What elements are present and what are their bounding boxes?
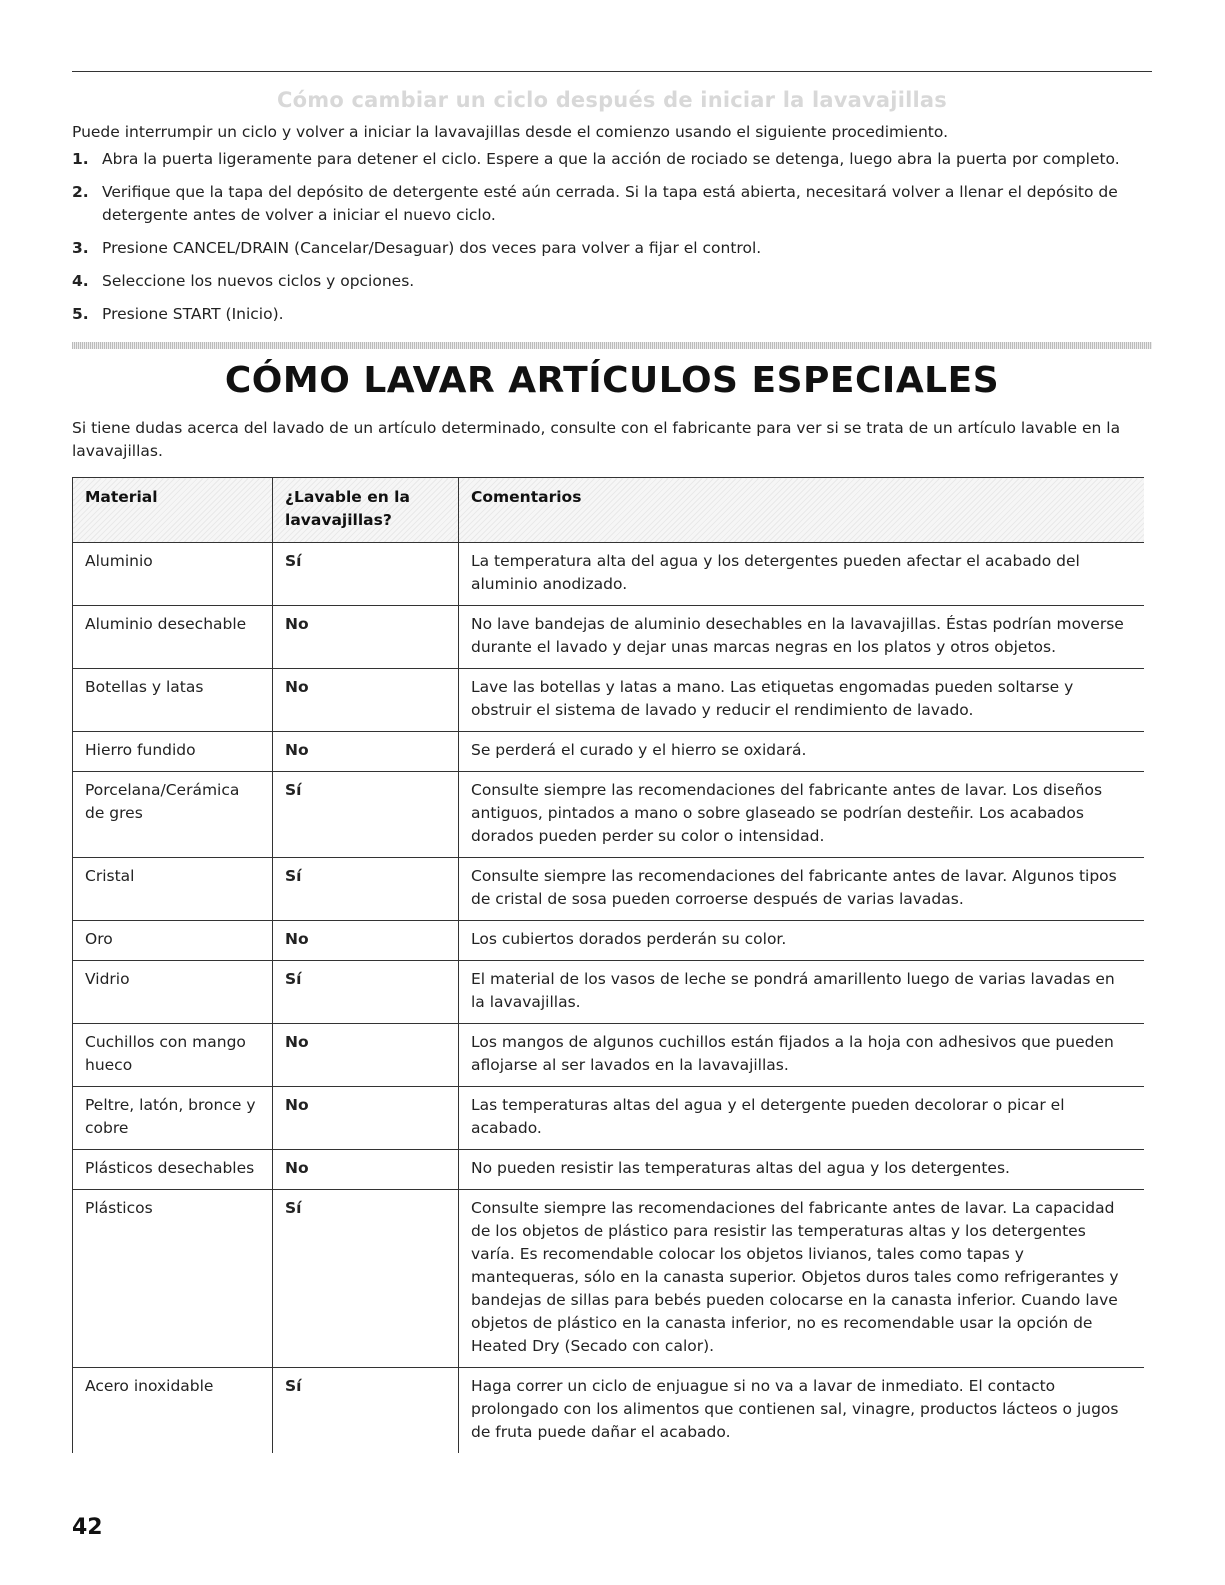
table-row [73, 669, 1145, 732]
material-cell: Aluminio desechable [73, 606, 273, 669]
table-row [73, 858, 1145, 921]
table-row [73, 1368, 1145, 1454]
step-number: 3. [72, 239, 89, 257]
washable-cell: No [273, 1087, 459, 1150]
materials-table-wrapper [72, 477, 1144, 1487]
washable-cell: No [273, 1024, 459, 1087]
step-text: Presione START (Inicio). [102, 305, 284, 323]
step-number: 1. [72, 150, 89, 168]
material-cell: Cuchillos con mango hueco [73, 1024, 273, 1087]
table-row [73, 732, 1145, 772]
washable-cell: No [273, 732, 459, 772]
steps-list [72, 148, 1142, 336]
section-heading: Cómo cambiar un ciclo después de iniciar la lavavajillas [277, 88, 947, 112]
comment-cell: Las temperaturas altas del agua y el detergente pueden decolorar o picar el acabado. [459, 1087, 1145, 1150]
material-cell: Plásticos [73, 1190, 273, 1368]
table-row [73, 1024, 1145, 1087]
step-text: Abra la puerta ligeramente para detener el ciclo. Espere a que la acción de rociado se detenga, luego abra la puerta por completo. [102, 150, 1120, 168]
comment-cell: No lave bandejas de aluminio desechables en la lavavajillas. Éstas podrían moverse durante el lavado y dejar unas marcas negras en los platos y otros objetos. [459, 606, 1145, 669]
header-material: Material [73, 478, 273, 543]
table-row [73, 1190, 1145, 1368]
comment-cell: Los mangos de algunos cuchillos están fijados a la hoja con adhesivos que pueden aflojarse al ser lavados en la lavavajillas. [459, 1024, 1145, 1087]
material-cell: Cristal [73, 858, 273, 921]
step-number: 5. [72, 305, 89, 323]
materials-table [72, 477, 1144, 1453]
table-row [73, 772, 1145, 858]
washable-cell: Sí [273, 543, 459, 606]
top-rule [72, 71, 1152, 72]
comment-cell: No pueden resistir las temperaturas altas del agua y los detergentes. [459, 1150, 1145, 1190]
material-cell: Botellas y latas [73, 669, 273, 732]
comment-cell: El material de los vasos de leche se pondrá amarillento luego de varias lavadas en la lavavajillas. [459, 961, 1145, 1024]
comment-cell: Se perderá el curado y el hierro se oxidará. [459, 732, 1145, 772]
page-title: CÓMO LAVAR ARTÍCULOS ESPECIALES [224, 360, 1000, 401]
page-number: 42 [72, 1515, 103, 1540]
washable-cell: No [273, 669, 459, 732]
material-cell: Oro [73, 921, 273, 961]
section-intro: Puede interrumpir un ciclo y volver a iniciar la lavavajillas desde el comienzo usando el siguiente procedimiento. [72, 123, 948, 141]
table-row [73, 921, 1145, 961]
material-cell: Vidrio [73, 961, 273, 1024]
comment-cell: Haga correr un ciclo de enjuague si no va a lavar de inmediato. El contacto prolongado con los alimentos que contienen sal, vinagre, productos lácteos o jugos de fruta puede dañar el acabado. [459, 1368, 1145, 1454]
comment-cell: Consulte siempre las recomendaciones del fabricante antes de lavar. La capacidad de los objetos de plástico para resistir las temperaturas altas y los detergentes varía. Es recomendable colocar los objetos livianos, tales como tapas y mantequeras, sólo en la canasta superior. Objetos duros tales como refrigerantes y bandejas de sillas para bebés pueden colocarse en la canasta inferior. Cuando lave objetos de plástico en la canasta inferior, no es recomendable usar la opción de Heated Dry (Secado con calor). [459, 1190, 1145, 1368]
step-text: Verifique que la tapa del depósito de detergente esté aún cerrada. Si la tapa está abierta, necesitará volver a llenar el depósito de detergente antes de volver a iniciar el nuevo ciclo. [102, 183, 1118, 224]
comment-cell: Lave las botellas y latas a mano. Las etiquetas engomadas pueden soltarse y obstruir el sistema de lavado y reducir el rendimiento de lavado. [459, 669, 1145, 732]
section-divider [72, 342, 1152, 349]
washable-cell: Sí [273, 1190, 459, 1368]
material-cell: Aluminio [73, 543, 273, 606]
step-number: 4. [72, 272, 89, 290]
comment-cell: La temperatura alta del agua y los detergentes pueden afectar el acabado del aluminio anodizado. [459, 543, 1145, 606]
step-text: Seleccione los nuevos ciclos y opciones. [102, 272, 415, 290]
washable-cell: Sí [273, 1368, 459, 1454]
material-cell: Plásticos desechables [73, 1150, 273, 1190]
washable-cell: No [273, 1150, 459, 1190]
material-cell: Acero inoxidable [73, 1368, 273, 1454]
comment-cell: Los cubiertos dorados perderán su color. [459, 921, 1145, 961]
comment-cell: Consulte siempre las recomendaciones del fabricante antes de lavar. Algunos tipos de cristal de sosa pueden corroerse después de varias lavadas. [459, 858, 1145, 921]
washable-cell: Sí [273, 961, 459, 1024]
washable-cell: No [273, 921, 459, 961]
material-cell: Peltre, latón, bronce y cobre [73, 1087, 273, 1150]
step-item [72, 303, 1142, 326]
lead-paragraph: Si tiene dudas acerca del lavado de un artículo determinado, consulte con el fabricante para ver si se trata de un artículo lavable en la lavavajillas. [72, 419, 1121, 460]
header-washable: ¿Lavable en la lavavajillas? [273, 478, 459, 543]
material-cell: Hierro fundido [73, 732, 273, 772]
table-row [73, 543, 1145, 606]
table-row [73, 961, 1145, 1024]
step-item [72, 181, 1142, 227]
table-row [73, 1150, 1145, 1190]
table-row [73, 606, 1145, 669]
table-header-row [73, 478, 1145, 543]
step-item [72, 148, 1142, 171]
step-item [72, 237, 1142, 260]
step-item [72, 270, 1142, 293]
material-cell: Porcelana/Cerámica de gres [73, 772, 273, 858]
washable-cell: Sí [273, 772, 459, 858]
washable-cell: Sí [273, 858, 459, 921]
washable-cell: No [273, 606, 459, 669]
step-text: Presione CANCEL/DRAIN (Cancelar/Desaguar) dos veces para volver a fijar el control. [102, 239, 762, 257]
comment-cell: Consulte siempre las recomendaciones del fabricante antes de lavar. Los diseños antiguos, pintados a mano o sobre glaseado se podrían desteñir. Los acabados dorados pueden perder su color o intensidad. [459, 772, 1145, 858]
step-number: 2. [72, 183, 89, 201]
table-row [73, 1087, 1145, 1150]
header-comments: Comentarios [459, 478, 1145, 543]
